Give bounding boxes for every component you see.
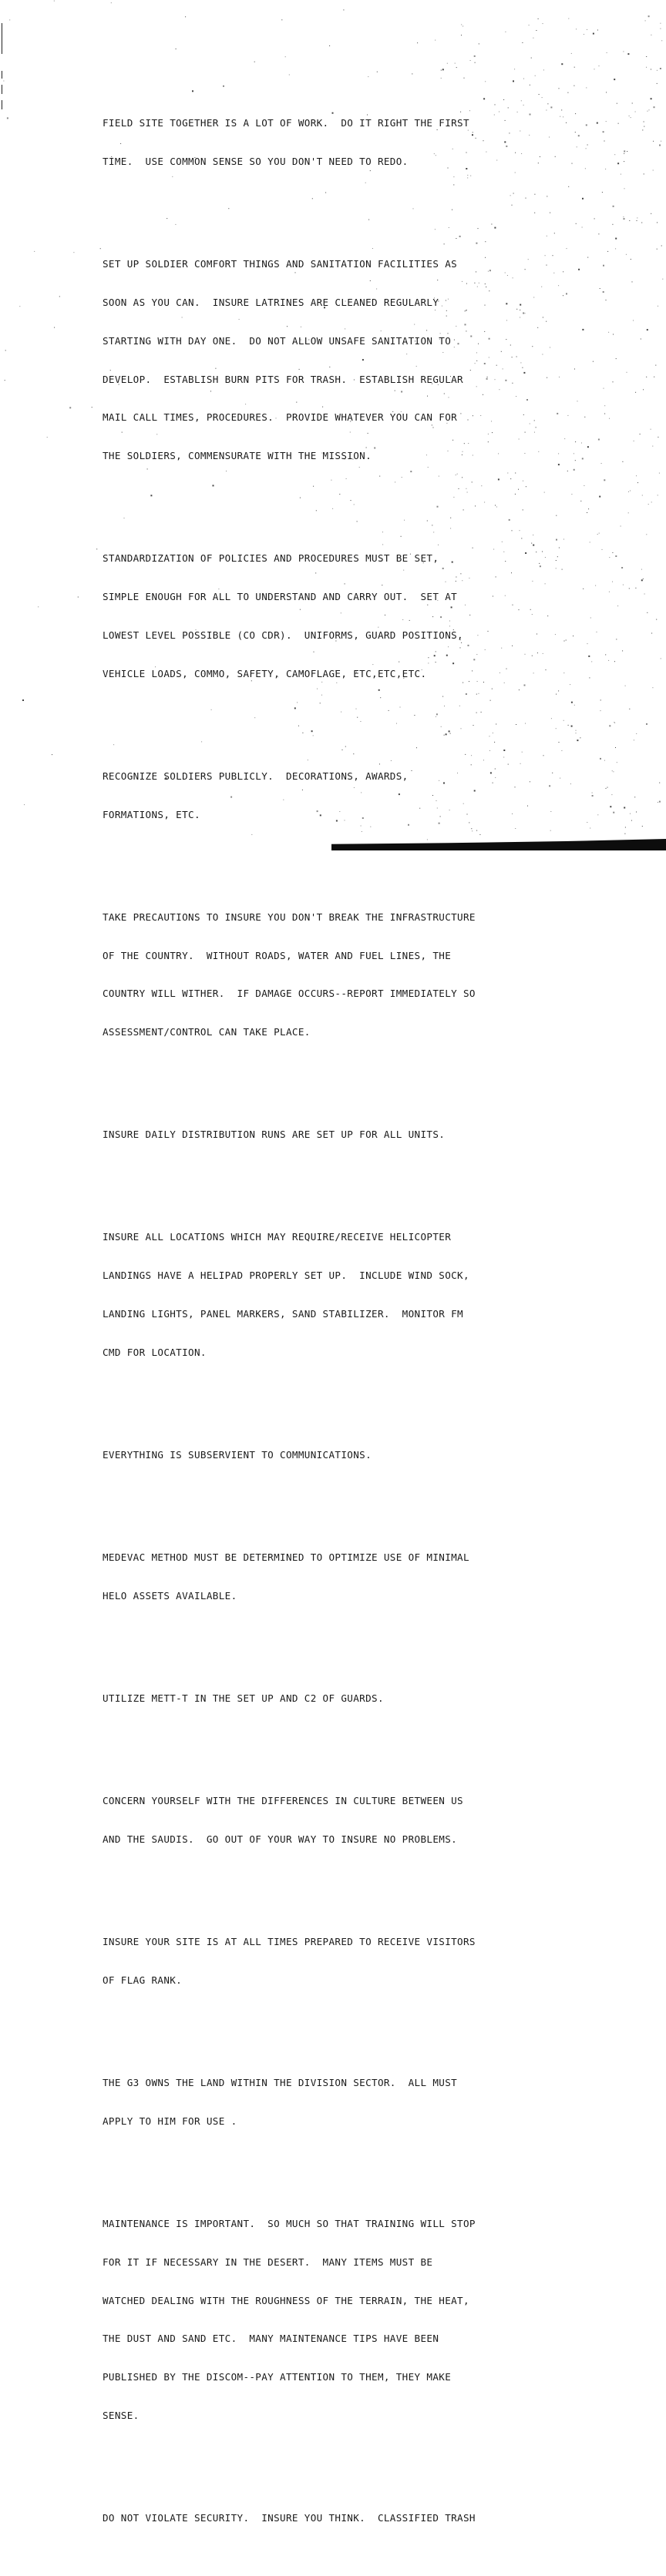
- text-line: TIME. USE COMMON SENSE SO YOU DON'T NEED TO REDO.: [103, 156, 409, 168]
- noise-dot: [24, 804, 25, 805]
- noise-dot: [613, 812, 614, 813]
- noise-dot: [632, 281, 633, 282]
- noise-dot: [603, 291, 604, 293]
- noise-dot: [571, 53, 572, 54]
- noise-dot: [631, 820, 632, 821]
- noise-dot: [607, 251, 608, 252]
- text-line: STARTING WITH DAY ONE. DO NOT ALLOW UNSAFE SANITATION TO: [103, 334, 452, 347]
- text-line: EVERYTHING IS SUBSERVIENT TO COMMUNICATIONS.: [103, 1448, 372, 1461]
- text-line: FOR IT IF NECESSARY IN THE DESERT. MANY ITEMS MUST BE: [103, 2256, 433, 2268]
- noise-dot: [561, 63, 563, 65]
- noise-dot: [653, 141, 654, 142]
- noise-dot: [652, 446, 653, 447]
- noise-dot: [612, 224, 613, 225]
- noise-dot: [47, 437, 48, 438]
- noise-dot: [435, 40, 436, 41]
- noise-dot: [54, 327, 55, 328]
- text-line: MEDEVAC METHOD MUST BE DETERMINED TO OPTIMIZE USE OF MINIMAL: [103, 1551, 469, 1564]
- paragraph: [103, 1103, 596, 1167]
- noise-dot: [647, 612, 648, 613]
- noise-dot: [599, 65, 600, 66]
- noise-dot: [635, 392, 636, 393]
- noise-dot: [624, 807, 625, 809]
- noise-dot: [606, 788, 607, 789]
- noise-dot: [646, 723, 648, 725]
- noise-dot: [655, 365, 656, 366]
- noise-dot: [568, 18, 569, 19]
- text-line: INSURE DAILY DISTRIBUTION RUNS ARE SET UP FOR ALL UNITS.: [103, 1129, 446, 1141]
- noise-dot: [636, 733, 637, 734]
- noise-dot: [605, 654, 606, 655]
- noise-dot: [641, 579, 643, 581]
- noise-dot: [656, 619, 657, 620]
- noise-dot: [644, 594, 645, 595]
- noise-dot: [603, 131, 604, 132]
- noise-dot: [657, 249, 658, 250]
- noise-dot: [475, 62, 476, 63]
- noise-dot: [621, 567, 623, 569]
- text-line: MAINTENANCE IS IMPORTANT. SO MUCH SO THAT TRAINING WILL STOP: [103, 2218, 476, 2230]
- noise-dot: [661, 246, 662, 247]
- noise-dot: [615, 555, 617, 557]
- text-line: THE G3 OWNS THE LAND WITHIN THE DIVISION SECTOR. ALL MUST: [103, 2077, 458, 2089]
- noise-dot: [447, 63, 448, 64]
- noise-dot: [185, 16, 186, 17]
- paragraph: [103, 2487, 596, 2551]
- noise-dot: [624, 150, 625, 152]
- text-line: SET UP SOLDIER COMFORT THINGS AND SANITATION FACILITIES AS: [103, 258, 458, 270]
- noise-dot: [7, 117, 8, 119]
- noise-dot: [599, 533, 600, 534]
- noise-dot: [646, 67, 647, 68]
- noise-dot: [599, 496, 600, 498]
- noise-dot: [609, 557, 610, 558]
- noise-dot: [285, 56, 286, 57]
- text-line: TAKE PRECAUTIONS TO INSURE YOU DON'T BREAK THE INFRASTRUCTURE: [103, 911, 476, 923]
- paragraph: [103, 1424, 596, 1488]
- noise-dot: [642, 129, 643, 130]
- text-line: SENSE.: [103, 2409, 140, 2421]
- text-line: THE SOLDIERS, COMMENSURATE WITH THE MISSION.: [103, 450, 372, 462]
- noise-dot: [643, 389, 644, 390]
- noise-dot: [654, 106, 655, 108]
- paragraph: [103, 886, 596, 1065]
- noise-dot: [607, 787, 608, 788]
- noise-dot: [648, 504, 649, 505]
- noise-dot: [608, 332, 609, 333]
- text-line: PUBLISHED BY THE DISCOM--PAY ATTENTION TO THEM, THEY MAKE: [103, 2371, 452, 2383]
- noise-dot: [602, 549, 603, 550]
- noise-dot: [624, 188, 625, 189]
- paragraph: [103, 1206, 596, 1384]
- noise-dot: [343, 9, 344, 10]
- noise-dot: [604, 760, 605, 761]
- noise-dot: [632, 103, 633, 104]
- noise-dot: [78, 597, 79, 598]
- noise-dot: [646, 534, 647, 535]
- noise-dot: [613, 771, 614, 772]
- text-line: LANDING LIGHTS, PANEL MARKERS, SAND STABILIZER. MONITOR FM: [103, 1308, 463, 1320]
- noise-dot: [627, 53, 629, 55]
- text-line: ASSESSMENT/CONTROL CAN TAKE PLACE.: [103, 1026, 311, 1038]
- document-body: [103, 66, 596, 2576]
- noise-dot: [657, 222, 658, 223]
- noise-dot: [600, 699, 601, 700]
- noise-dot: [34, 251, 35, 252]
- noise-dot: [613, 334, 614, 335]
- noise-dot: [648, 15, 650, 17]
- noise-dot: [628, 512, 629, 513]
- noise-dot: [417, 42, 418, 43]
- paragraph: [103, 1910, 596, 2013]
- noise-dot: [616, 358, 617, 359]
- paragraph: [103, 1526, 596, 1628]
- noise-dot: [649, 109, 650, 110]
- noise-dot: [625, 827, 626, 828]
- noise-dot: [610, 806, 611, 807]
- noise-dot: [59, 296, 60, 297]
- noise-dot: [604, 141, 605, 142]
- noise-dot: [614, 154, 615, 155]
- noise-dot: [5, 350, 6, 351]
- noise-dot: [612, 552, 613, 553]
- noise-dot: [9, 19, 10, 20]
- noise-dot: [642, 495, 643, 496]
- noise-dot: [600, 710, 601, 711]
- noise-dot: [615, 248, 616, 249]
- noise-dot: [660, 68, 661, 69]
- noise-dot: [73, 252, 74, 253]
- text-line: FIELD SITE TOGETHER IS A LOT OF WORK. DO IT RIGHT THE FIRST: [103, 117, 469, 129]
- noise-dot: [470, 60, 471, 61]
- noise-dot: [630, 813, 631, 814]
- noise-dot: [601, 463, 602, 464]
- noise-dot: [651, 633, 652, 634]
- noise-dot: [597, 30, 598, 31]
- noise-dot: [69, 407, 71, 408]
- noise-dot: [657, 70, 658, 71]
- noise-dot: [613, 381, 614, 382]
- noise-dot: [623, 51, 624, 52]
- noise-dot: [623, 216, 624, 217]
- noise-dot: [281, 19, 282, 20]
- text-line: VEHICLE LOADS, COMMO, SAFETY, CAMOFLAGE, ETC,ETC,ETC.: [103, 667, 427, 679]
- noise-dot: [615, 747, 616, 748]
- noise-dot: [645, 20, 646, 21]
- text-line: INSURE YOUR SITE IS AT ALL TIMES PREPARED TO RECEIVE VISITORS: [103, 1936, 476, 1948]
- noise-dot: [659, 145, 661, 146]
- noise-dot: [54, 1, 55, 2]
- noise-dot: [660, 23, 661, 24]
- noise-dot: [651, 98, 652, 99]
- noise-dot: [597, 122, 598, 124]
- noise-dot: [635, 588, 636, 589]
- text-line: AND THE SAUDIS. GO OUT OF YOUR WAY TO INSURE NO PROBLEMS.: [103, 1833, 458, 1845]
- text-line: RECOGNIZE SOLDIERS PUBLICLY. DECORATIONS, AWARDS,: [103, 770, 409, 782]
- noise-dot: [100, 248, 101, 249]
- text-line: UTILIZE METT-T IN THE SET UP AND C2 OF GUARDS.: [103, 1692, 384, 1705]
- paragraph: [103, 1769, 596, 1872]
- text-line: SIMPLE ENOUGH FOR ALL TO UNDERSTAND AND CARRY OUT. SET AT: [103, 591, 458, 603]
- text-line: CMD FOR LOCATION.: [103, 1346, 207, 1358]
- noise-dot: [600, 758, 601, 760]
- noise-dot: [3, 81, 4, 82]
- noise-dot: [637, 482, 638, 483]
- noise-dot: [629, 588, 630, 589]
- noise-dot: [642, 826, 643, 827]
- noise-dot: [609, 725, 610, 726]
- noise-dot: [614, 79, 615, 80]
- text-line: CONCERN YOURSELF WITH THE DIFFERENCES IN CULTURE BETWEEN US: [103, 1795, 463, 1807]
- noise-dot: [462, 26, 463, 27]
- noise-dot: [612, 770, 613, 771]
- noise-dot: [111, 2, 112, 3]
- text-line: APPLY TO HIM FOR USE .: [103, 2115, 237, 2127]
- paragraph: [103, 745, 596, 847]
- noise-dot: [628, 491, 629, 492]
- noise-dot: [474, 55, 476, 57]
- noise-dot: [652, 687, 653, 688]
- noise-dot: [19, 306, 20, 307]
- noise-dot: [522, 42, 523, 43]
- noise-dot: [651, 501, 652, 502]
- noise-dot: [646, 56, 647, 57]
- text-line: DEVELOP. ESTABLISH BURN PITS FOR TRASH. ESTABLISH REGULAR: [103, 373, 463, 385]
- noise-dot: [593, 33, 594, 35]
- noise-dot: [96, 548, 97, 549]
- noise-dot: [38, 606, 39, 607]
- noise-dot: [613, 206, 614, 207]
- noise-dot: [633, 320, 634, 321]
- noise-dot: [608, 660, 609, 661]
- text-line: DO NOT VIOLATE SECURITY. INSURE YOU THINK. CLASSIFIED TRASH: [103, 2512, 476, 2524]
- noise-dot: [626, 254, 627, 255]
- noise-dot: [629, 220, 630, 221]
- paragraph: [103, 1667, 596, 1731]
- noise-dot: [602, 192, 603, 193]
- text-line: THE DUST AND SAND ETC. MANY MAINTENANCE TIPS HAVE BEEN: [103, 2333, 439, 2345]
- noise-dot: [641, 569, 642, 570]
- noise-dot: [531, 58, 532, 59]
- noise-dot: [611, 794, 612, 795]
- paragraph: [103, 2051, 596, 2154]
- text-line: COUNTRY WILL WITHER. IF DAMAGE OCCURS--REPORT IMMEDIATELY SO: [103, 988, 476, 1000]
- text-line: LOWEST LEVEL POSSIBLE (CO CDR). UNIFORMS, GUARD POSITIONS,: [103, 629, 463, 641]
- noise-dot: [659, 473, 660, 474]
- noise-dot: [624, 218, 625, 220]
- noise-dot: [597, 534, 598, 535]
- noise-dot: [329, 45, 330, 46]
- text-line: MAIL CALL TIMES, PROCEDURES. PROVIDE WHATEVER YOU CAN FOR: [103, 411, 458, 424]
- text-line: OF THE COUNTRY. WITHOUT ROADS, WATER AND FUEL LINES, THE: [103, 949, 452, 961]
- text-line: WATCHED DEALING WITH THE ROUGHNESS OF THE TERRAIN, THE HEAT,: [103, 2294, 469, 2306]
- noise-dot: [22, 699, 24, 701]
- noise-dot: [636, 812, 637, 813]
- noise-dot: [622, 650, 623, 651]
- paragraph: [103, 233, 596, 488]
- paragraph: [103, 92, 596, 194]
- text-line: FORMATIONS, ETC.: [103, 808, 200, 820]
- noise-dot: [597, 814, 598, 815]
- noise-dot: [636, 475, 637, 476]
- text-line: INSURE ALL LOCATIONS WHICH MAY REQUIRE/RECEIVE HELICOPTER: [103, 1231, 452, 1243]
- noise-dot: [659, 801, 661, 803]
- noise-dot: [598, 439, 600, 441]
- noise-dot: [617, 163, 619, 164]
- noise-dot: [604, 405, 605, 406]
- paragraph: [103, 2192, 596, 2448]
- noise-dot: [603, 265, 604, 267]
- noise-dot: [614, 661, 615, 662]
- noise-dot: [661, 40, 662, 41]
- noise-dot: [455, 63, 456, 64]
- noise-dot: [598, 233, 599, 234]
- noise-dot: [662, 279, 663, 280]
- noise-dot: [647, 329, 648, 330]
- noise-dot: [653, 170, 654, 171]
- noise-dot: [615, 238, 617, 240]
- paragraph: [103, 527, 596, 706]
- text-line: STANDARDIZATION OF POLICIES AND PROCEDURES MUST BE SET,: [103, 552, 439, 565]
- noise-dot: [609, 418, 610, 419]
- text-line: OF FLAG RANK.: [103, 1974, 183, 1986]
- noise-dot: [618, 123, 619, 124]
- text-line: SOON AS YOU CAN. INSURE LATRINES ARE CLEANED REGULARLY: [103, 297, 439, 309]
- noise-dot: [617, 605, 618, 606]
- noise-dot: [622, 461, 623, 462]
- text-line: LANDINGS HAVE A HELIPAD PROPERLY SET UP. INCLUDE WIND SOCK,: [103, 1270, 469, 1282]
- text-line: HELO ASSETS AVAILABLE.: [103, 1589, 237, 1602]
- noise-dot: [606, 121, 607, 122]
- noise-dot: [538, 18, 539, 19]
- noise-dot: [604, 479, 605, 481]
- noise-dot: [657, 83, 658, 84]
